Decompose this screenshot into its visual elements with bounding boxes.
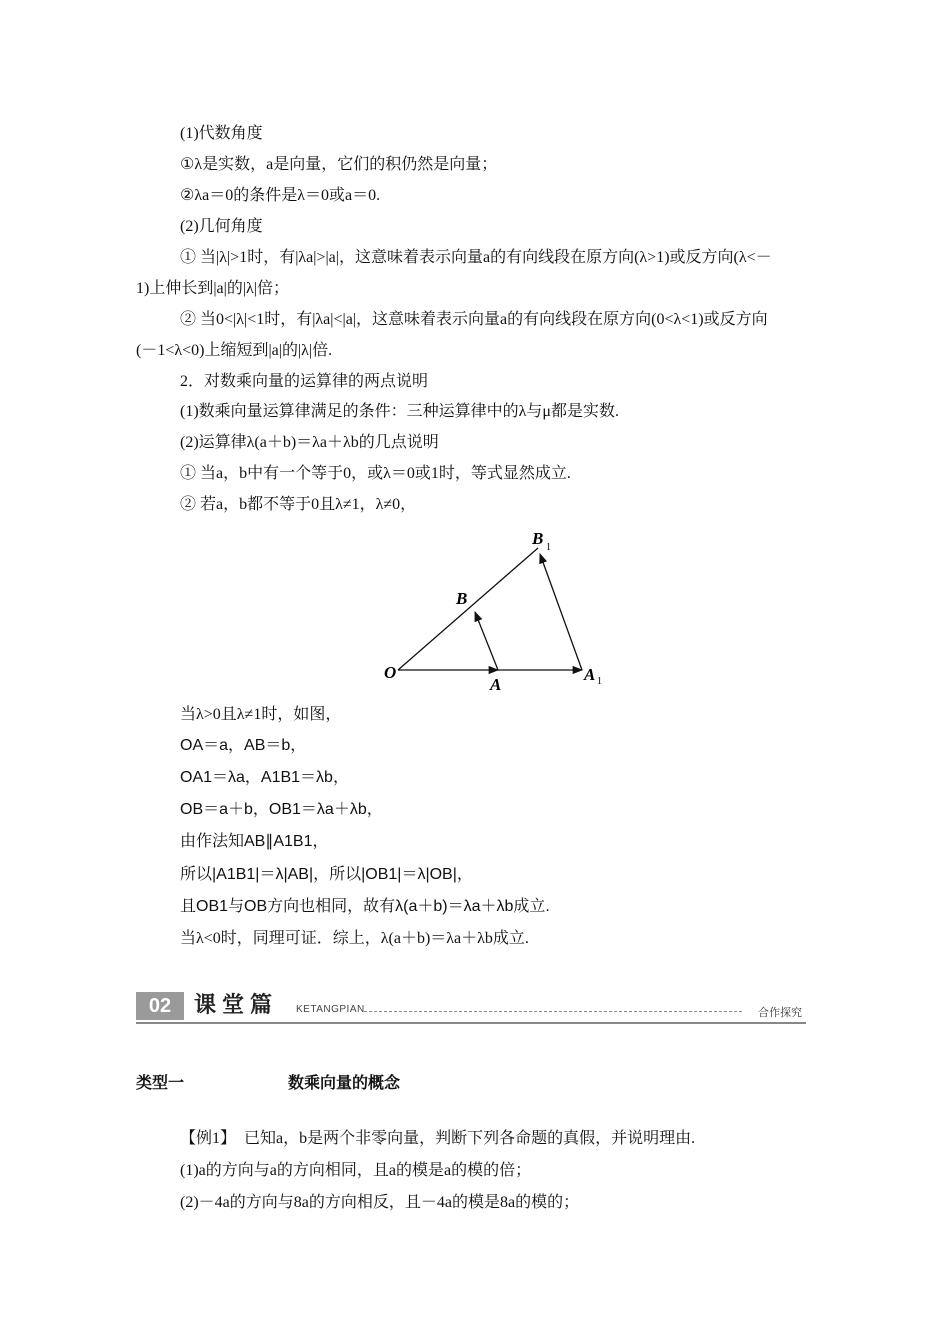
- text-line: (1)代数角度: [180, 125, 263, 142]
- label-B: B: [456, 589, 468, 608]
- text-line: (2)运算律λ(a＋b)＝λa＋λb的几点说明: [180, 434, 439, 451]
- label-O: O: [384, 663, 397, 682]
- text-line: ② 当0<|λ|<1时，有|λa|<|a|，这意味着表示向量a的有向线段在原方向(0<λ<1)或反方向: [180, 311, 768, 328]
- label-B1: B: [532, 529, 544, 548]
- text-line: ① 当|λ|>1时，有|λa|>|a|，这意味着表示向量a的有向线段在原方向(λ>1)或反方向(λ<－: [180, 249, 772, 266]
- text-line: 当λ<0时，同理可证．综上，λ(a＋b)＝λa＋λb成立.: [180, 930, 529, 947]
- text-line: OA1＝λa，A1B1＝λb，: [180, 769, 349, 786]
- text-line: ①λ是实数，a是向量，它们的积仍然是向量；: [180, 156, 498, 173]
- text-line: 由作法知AB∥A1B1，: [180, 833, 329, 850]
- text-line: (1)数乘向量运算律满足的条件：三种运算律中的λ与μ都是实数.: [180, 403, 619, 420]
- banner-underline: [136, 1022, 806, 1024]
- vector-AB: [475, 612, 498, 670]
- text-line: OA＝a，AB＝b，: [180, 737, 307, 754]
- text-line: ① 当a，b中有一个等于0，或λ＝0或1时，等式显然成立.: [180, 465, 571, 482]
- vector-A1B1: [540, 554, 582, 670]
- banner-subtitle: KETANGPIAN: [296, 1004, 365, 1015]
- example-item: (1)a的方向与a的方向相同，且a的模是a的模的倍；: [180, 1162, 532, 1179]
- vector-diagram: [370, 520, 630, 695]
- banner-title: 课堂篇: [194, 993, 279, 1018]
- text-line: ②λa＝0的条件是λ＝0或a＝0.: [180, 187, 381, 204]
- text-line: 1)上伸长到|a|的|λ|倍；: [136, 280, 290, 297]
- banner-number: 02: [136, 992, 184, 1020]
- example-intro: 【例1】 已知a，b是两个非零向量，判断下列各命题的真假，并说明理由.: [180, 1130, 696, 1147]
- text-line: 且OB1与OB方向也相同，故有λ(a＋b)＝λa＋λb成立.: [180, 898, 550, 915]
- text-line: ② 若a，b都不等于0且λ≠1，λ≠0，: [180, 496, 417, 513]
- text-line: OB＝a＋b，OB1＝λa＋λb，: [180, 801, 383, 818]
- type-title: 数乘向量的概念: [288, 1073, 401, 1092]
- banner-dashed-rule: [364, 1011, 742, 1012]
- text-line: (2)几何角度: [180, 218, 263, 235]
- text-line: (－1<λ<0)上缩短到|a|的|λ|倍.: [136, 342, 333, 359]
- label-A1-subscript: 1: [597, 676, 602, 687]
- section-banner: [136, 990, 806, 1024]
- text-line: 当λ>0且λ≠1时，如图，: [180, 706, 342, 723]
- text-line: 所以|A1B1|＝λ|AB|，所以|OB1|＝λ|OB|，: [180, 866, 473, 883]
- text-line: 2．对数乘向量的运算律的两点说明: [180, 373, 429, 390]
- label-A1: A: [584, 665, 596, 684]
- type-label: 类型一: [136, 1073, 185, 1092]
- line-OB1: [398, 548, 538, 670]
- banner-right-label: 合作探究: [758, 1007, 802, 1019]
- label-B1-subscript: 1: [546, 542, 551, 553]
- label-A: A: [490, 675, 502, 694]
- example-item: (2)－4a的方向与8a的方向相反，且－4a的模是8a的模的；: [180, 1194, 580, 1211]
